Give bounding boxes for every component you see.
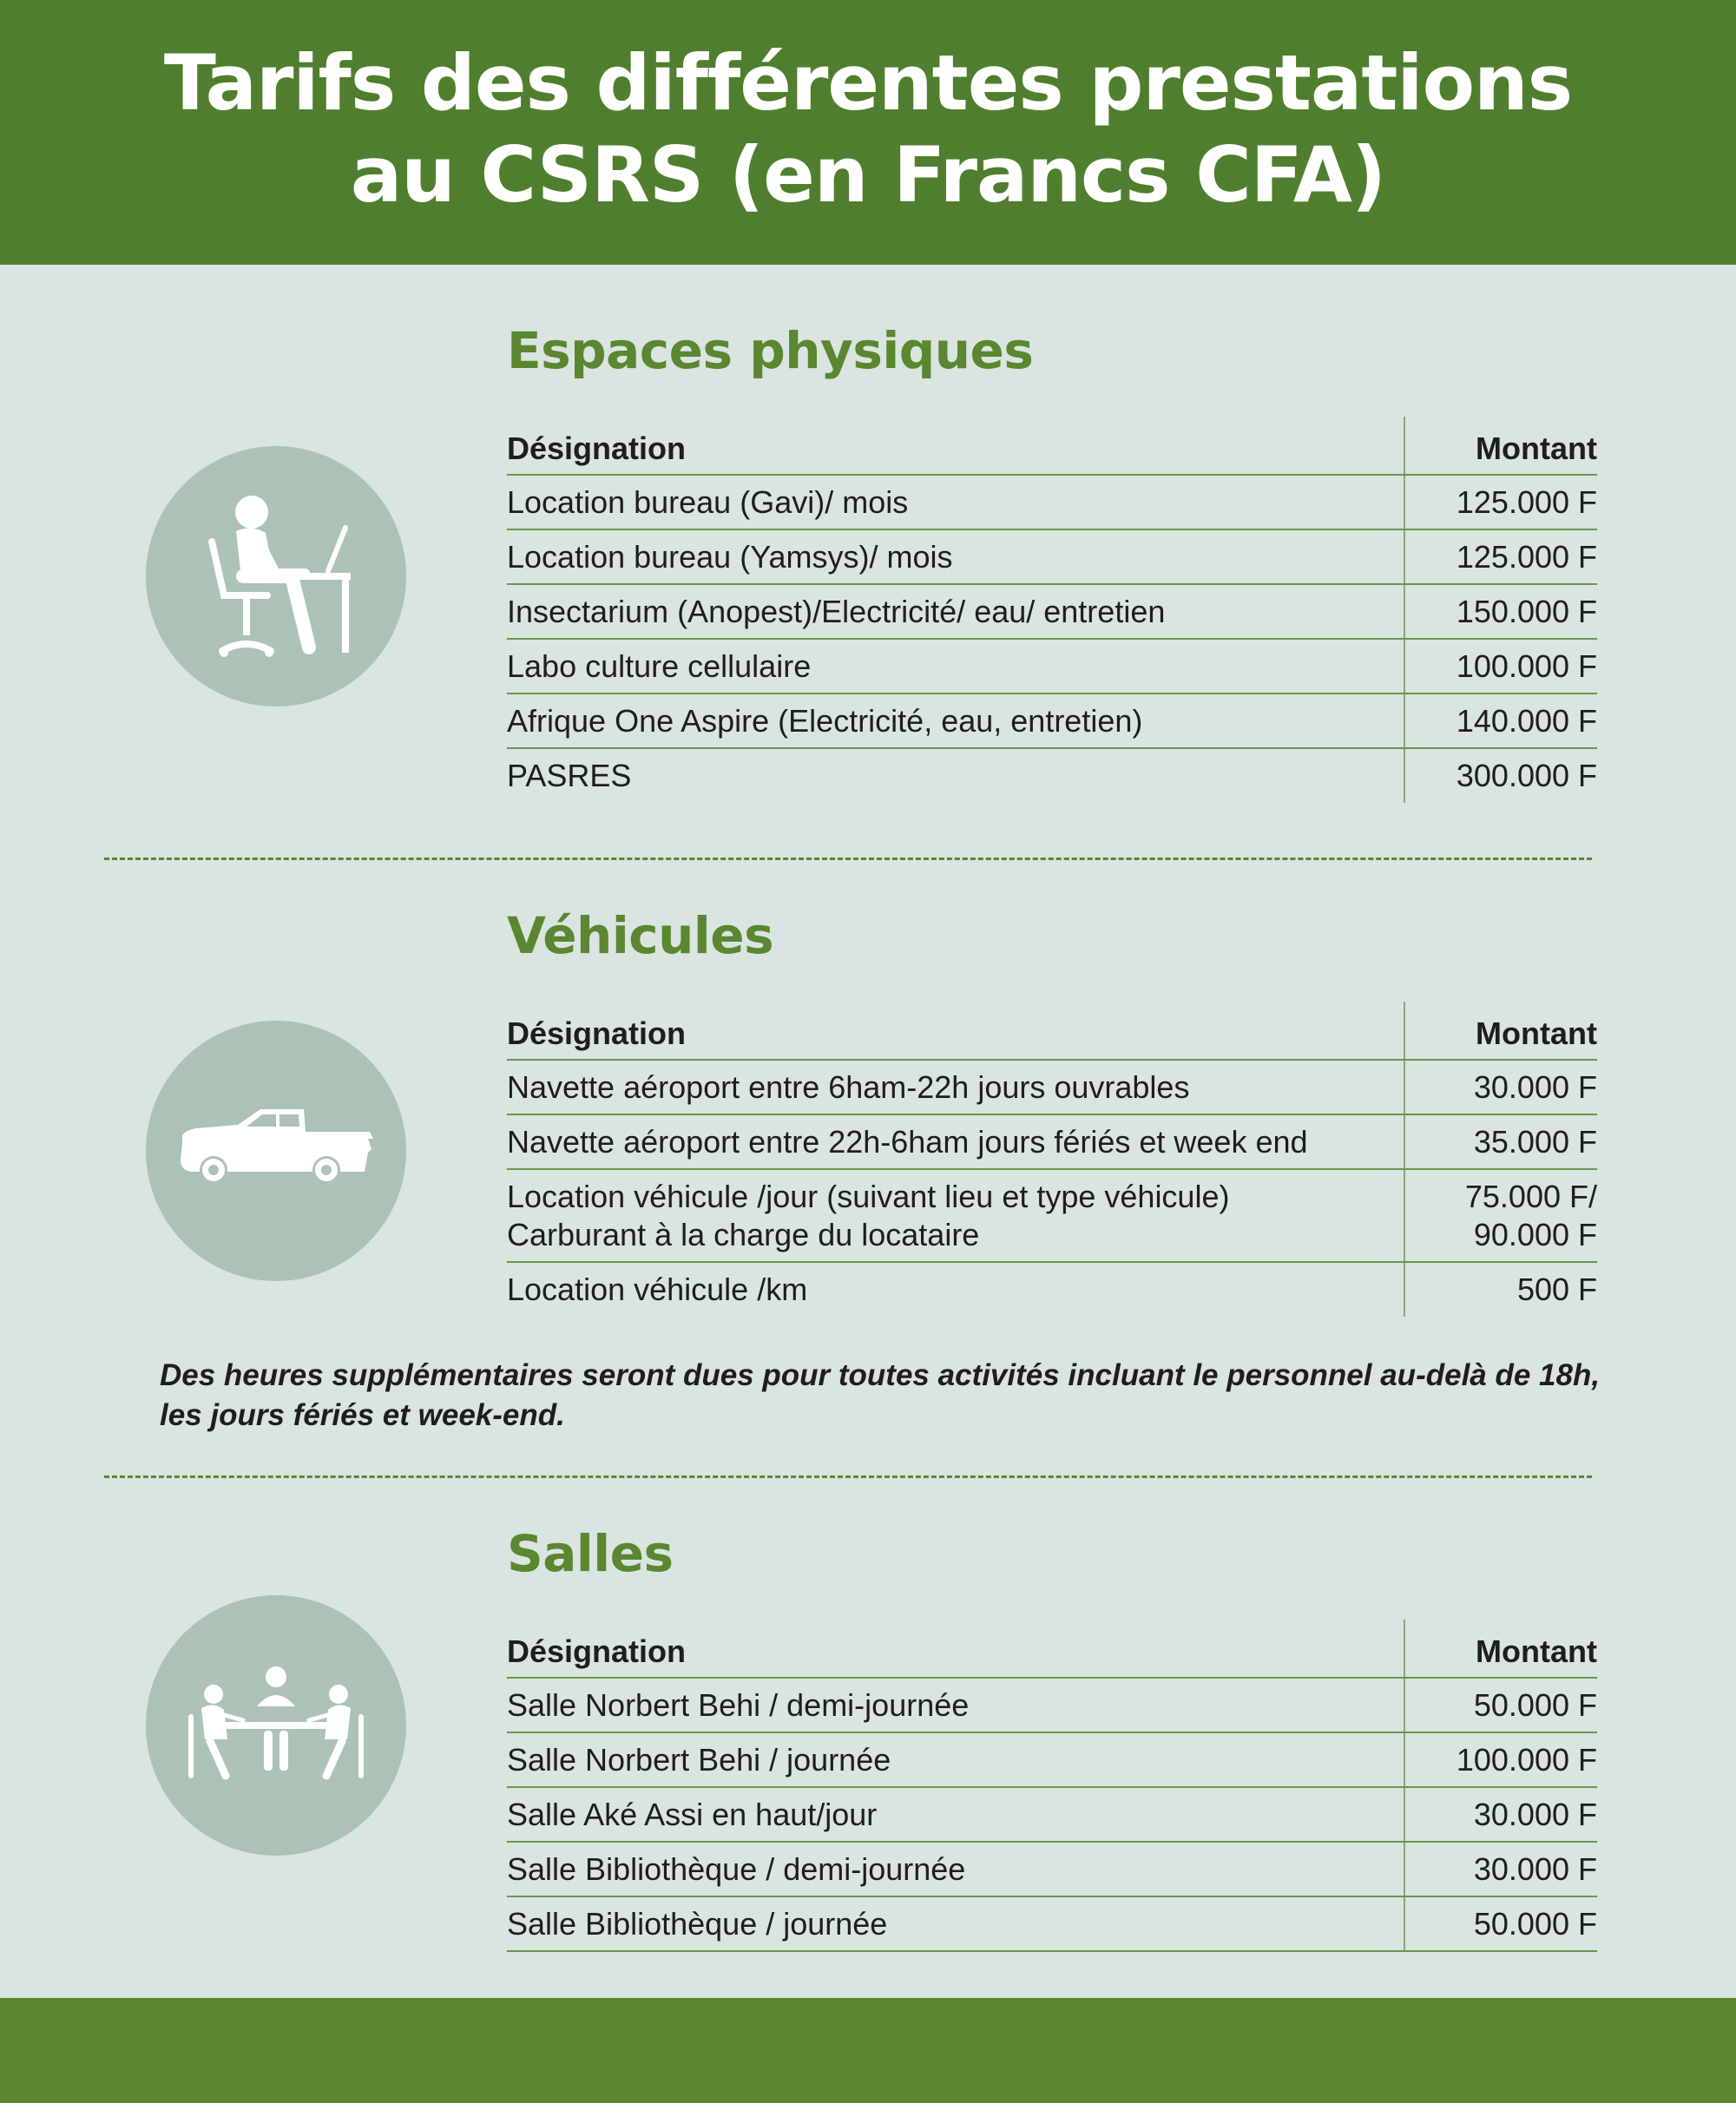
- column-header-designation: Désignation: [507, 417, 1404, 475]
- row-montant: 30.000 F: [1404, 1060, 1597, 1114]
- table-row: [507, 475, 1597, 529]
- row-montant: 30.000 F: [1404, 1787, 1597, 1842]
- row-designation: Location véhicule /km: [507, 1272, 808, 1307]
- row-montant: 100.000 F: [1404, 1732, 1597, 1787]
- row-designation: Salle Bibliothèque / journée: [507, 1896, 1404, 1951]
- table-espaces-physiques: [507, 417, 1597, 803]
- table-salles: [507, 1620, 1597, 1952]
- table-row: [507, 1262, 1597, 1317]
- column-header-montant: Montant: [1404, 1002, 1597, 1060]
- row-montant: 50.000 F: [1404, 1896, 1597, 1951]
- table-row: [507, 1732, 1597, 1787]
- row-montant: 50.000 F: [1404, 1678, 1597, 1732]
- table-row: [507, 1678, 1597, 1732]
- meeting-table-icon: [146, 1595, 406, 1856]
- table-row: [507, 1060, 1597, 1114]
- overtime-note: [160, 1356, 1601, 1436]
- table-row: [507, 1169, 1597, 1262]
- table-header-row: [507, 1002, 1597, 1060]
- column-header-designation: Désignation: [507, 1002, 1404, 1060]
- row-montant: 35.000 F: [1404, 1114, 1597, 1169]
- row-designation: Location bureau (Yamsys)/ mois: [507, 529, 1404, 584]
- table-row: [507, 529, 1597, 584]
- column-header-montant: Montant: [1404, 417, 1597, 475]
- row-designation: Navette aéroport entre 6ham-22h jours ouvrables: [507, 1060, 1404, 1114]
- row-designation: Afrique One Aspire (Electricité, eau, entretien): [507, 693, 1404, 748]
- page-footer-bar: [0, 1998, 1736, 2103]
- table-row: [507, 1896, 1597, 1951]
- row-designation: Location bureau (Gavi)/ mois: [507, 475, 1404, 529]
- row-designation: Salle Bibliothèque / demi-journée: [507, 1842, 1404, 1896]
- row-designation: Labo culture cellulaire: [507, 639, 1404, 693]
- page-header: [0, 0, 1736, 265]
- table-vehicules: [507, 1002, 1597, 1317]
- section-divider: [104, 1475, 1592, 1478]
- overtime-note-line-2: les jours fériés et week-end.: [160, 1398, 565, 1432]
- column-header-montant: Montant: [1404, 1620, 1597, 1678]
- row-designation-line-2: Carburant à la charge du locataire: [507, 1216, 980, 1252]
- section-title-vehicules: Véhicules: [507, 906, 774, 965]
- page-title-line-1: Tarifs des différentes prestations: [163, 37, 1573, 128]
- row-montant-line-2: 90.000 F: [1473, 1216, 1597, 1252]
- row-designation: Insectarium (Anopest)/Electricité/ eau/ entretien: [507, 584, 1404, 639]
- row-designation: Salle Norbert Behi / demi-journée: [507, 1678, 1404, 1732]
- table-row: [507, 639, 1597, 693]
- office-worker-icon: [146, 446, 406, 706]
- table-header-row: [507, 417, 1597, 475]
- column-header-designation: Désignation: [507, 1620, 1404, 1678]
- row-designation: PASRES: [507, 758, 632, 793]
- table-row: [507, 748, 1597, 803]
- table-row: [507, 1787, 1597, 1842]
- row-designation: [507, 1169, 1404, 1262]
- table-row: [507, 584, 1597, 639]
- row-montant: 125.000 F: [1404, 529, 1597, 584]
- table-header-row: [507, 1620, 1597, 1678]
- row-montant: 125.000 F: [1404, 475, 1597, 529]
- row-montant: 500 F: [1404, 1262, 1597, 1317]
- table-row: [507, 693, 1597, 748]
- row-designation: Salle Aké Assi en haut/jour: [507, 1787, 1404, 1842]
- section-divider: [104, 858, 1592, 860]
- table-row: [507, 1114, 1597, 1169]
- section-title-espaces-physiques: Espaces physiques: [507, 321, 1034, 380]
- row-designation-line-1: Location véhicule /jour (suivant lieu et type véhicule): [507, 1178, 1230, 1214]
- row-montant-line-1: 75.000 F/: [1464, 1178, 1597, 1214]
- row-montant: 100.000 F: [1404, 639, 1597, 693]
- row-montant: 140.000 F: [1404, 693, 1597, 748]
- pickup-truck-icon: [146, 1021, 406, 1281]
- section-title-salles: Salles: [507, 1524, 674, 1583]
- row-designation: Navette aéroport entre 22h-6ham jours fériés et week end: [507, 1114, 1404, 1169]
- row-montant: 30.000 F: [1404, 1842, 1597, 1896]
- table-row: [507, 1842, 1597, 1896]
- row-designation: Salle Norbert Behi / journée: [507, 1732, 1404, 1787]
- row-montant: 150.000 F: [1404, 584, 1597, 639]
- page-title-line-2: au CSRS (en Francs CFA): [350, 129, 1386, 220]
- row-montant: [1404, 1169, 1597, 1262]
- overtime-note-line-1: Des heures supplémentaires seront dues pour toutes activités incluant le personnel au-delà de 18h,: [160, 1358, 1601, 1392]
- row-montant: 300.000 F: [1404, 748, 1597, 803]
